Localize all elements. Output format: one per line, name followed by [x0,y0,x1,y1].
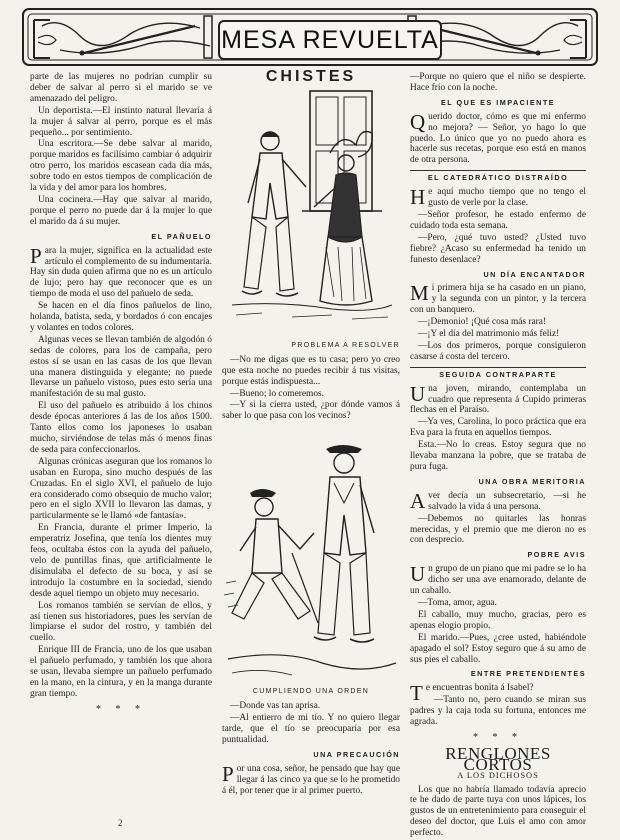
drop-cap: P [30,243,42,268]
paragraph: Los que no habría llamado todavía aprecio te he dado de parte tuya con unos lápices, los gustos de un entretenimiento para conseguir el deseo del doctor, que Luis el amo con amor perfecto. [410,784,586,839]
section-heading: UNA PRECAUCIÓN [313,749,400,759]
paragraph: Algunas crónicas aseguran que los romanos lo usaban en Europa, sino mucho después de las Cruzadas. En el siglo XVI, el pañuelo de lujo era considerado como obsequio de mucho valor; pero en el siglo XVII lo llevaron las damas, y particularmente se le llamó «de fantasía». [30,456,212,522]
drop-cap: M [410,281,429,306]
section-separator: * * * [473,731,523,743]
paragraph: Se hacen en el día finos pañuelos de lino, holanda, batista, seda, y bordados ó con encajes y volantes en todos colores. [30,301,212,333]
section-heading: ENTRE PRETENDIENTES [470,669,586,679]
cartoon-couple-illustration [222,87,400,339]
paragraph: He aquí mucho tiempo que no tengo el gusto de verle por la clase. [410,185,586,210]
section-heading: EL PAÑUELO [151,231,212,241]
paragraph: Aver decía un subsecretario, —si he salvado la vida á una persona. [410,488,586,513]
paragraph: Esta.—No lo creas. Estoy segura que no llevaba manzana la pobre, que se trataba de pura fuga. [410,440,586,472]
section-subtitle: A LOS DICHOSOS [457,770,539,780]
paragraph: El caballo, muy mucho, gracias, pero es apenas elogio propio. [410,609,586,631]
section-separator: * * * [96,703,146,715]
paragraph: Un grupo de un piano que mi padre se lo ha dicho ser una ave enamorado, delante de un caballo. [410,562,586,597]
paragraph: Enrique III de Francia, uno de los que usaban el pañuelo perfumado, y también los que ahora se usan, llevaba siempre un pañuelo perfumado en la mano, en la cintura, y en la manga durante gran tiempo. [30,645,212,699]
paragraph: Querido doctor, cómo es que mi enfermo no mejora? — Señor, yo hago lo que puedo. Lo único que yo no puedo ahora es hacerle sus recetas, porque eso está en manos de otra persona. [410,109,586,166]
paragraph: —Pero, ¿qué tuvo usted? ¿Usted tuvo fiebre? ¿Acaso su enfermedad ha tenido un funesto desenlace? [410,232,586,265]
paragraph: Una escritora.—Se debe salvar al marido, porque maridos es facilísimo cambiar ó adquirir otro perro, los maridos escasean cada día más, sobre todo en estos tiempos de complicación de la vida y del amor para los hombres. [30,139,212,194]
paragraph: El uso del pañuelo es atribuido á los chinos desde épocas anteriores á las de los años 1500. Tanto ellos como los japoneses lo usaban mucho, sirviéndose de telas más ó menos finas de seda para confeccionarlos. [30,401,212,455]
paragraph: El marido.—Pues, ¿cree usted, habiéndole apagado el sol? Estoy seguro que á su amo de sus pies el caballo. [410,632,586,665]
section-heading: EL CATEDRÁTICO DISTRAÍDO [410,170,586,184]
paragraph: Algunas veces se llevan también de algodón ó sedas de colores, para los de campaña, pero estos sí se usan en las casas de los que llevan una manera distinguida y elegante; no puede llevarse un pañuelo vistoso, pues esto sería una manifestación de su mal gusto. [30,334,212,400]
paragraph: —Señor profesor, he estado enfermo de cuidado toda esta semana. [410,209,586,231]
paragraph: —Ya ves, Carolina, lo poco práctica que era Eva para la fruta en aquellos tiempos. [410,417,586,439]
drop-cap: T [410,681,423,706]
section-title-box [218,20,442,60]
paragraph: —No me digas que es tu casa; pero yo creo que esta noche no puedes recibir á tus visitas, porque estás indispuesta... [222,354,400,387]
paragraph: —Tanto no, pero cuando se miran sus padres y la caja toda su fortuna, entonces me agrada. [410,695,586,728]
paragraph: Una joven, mirando, contemplaba un cuadro que representa á Cupido primeras flechas en el Paraíso. [410,381,586,416]
paragraph: —Debemos no quitarles las honras merecidas, y el premio que me dieron no es con desprecio. [410,513,586,546]
paragraph: En Francia, durante el primer Imperio, la emperatriz Josefina, que tenía los dientes muy feos, ocultaba éstos con la ayuda del pañuelo, velo de puntillas finas, que artificialmente le disimulaba el defecto de su boca, y así se introdujo la costumbre en la sociedad, siendo desde aquel tiempo un objeto muy necesario. [30,523,212,599]
illustration-caption: CUMPLIENDO UNA ORDEN [252,688,370,696]
section-heading: EL QUE ES IMPACIENTE [441,97,555,107]
paragraph: —Bueno; lo comeremos. [230,388,324,399]
section-header-banner [20,6,600,68]
paragraph: Los romanos también se servían de ellos, y así tienen sus historiadores, pues les servían de limpiarse el sudor del rostro, y también del cuello. [30,600,212,644]
section-heading: SEGUIDA CONTRAPARTE [410,367,586,381]
paragraph: —Los dos primeros, porque consiguieron casarse á costa del tercero. [410,340,586,362]
paragraph: Para la mujer, significa en la actualidad este artículo el complemento de su indumentaria. Hay sin duda quien afirma que no es un artículo de lujo; pero hay que reconocer que es un tiempo de moda el uso del pañuelo de seda. [30,243,212,300]
paragraph: —¡Y el día del matrimonio más feliz! [418,329,560,340]
drop-cap: Q [410,109,426,134]
section-title: MESA REVUELTA [221,25,439,54]
paragraph: parte de las mujeres no podrían cumplir su deber de salvar al perro si el marido se ve amenazado del peligro. [30,72,212,104]
drop-cap: H [410,185,426,210]
paragraph: —Toma, amor, agua. [418,597,497,608]
paragraph: Mi primera hija se ha casado en un piano, y la segunda con un pintor, y la tercera con un banquero. [410,281,586,316]
drop-cap: P [222,761,234,786]
section-title: RENGLONES CORTOS [445,743,551,774]
paragraph: —Y si la cierra usted, ¿por dónde vamos á saber lo que pasa con los vecinos? [222,400,400,422]
column-left [30,72,212,721]
column-right [410,72,586,840]
section-heading: UN DÍA ENCANTADOR [483,269,586,279]
page-number: 2 [118,818,123,828]
paragraph: Te encuentras bonita á Isabel? [410,681,534,706]
paragraph: —¡Demonio! ¡Qué cosa más rara! [418,317,547,328]
jokes-title: CHISTES [265,68,357,85]
paragraph: —Al entierro de mi tío. Y no quiero llegar tarde, que el tío se preocuparía por esa puntualidad. [222,713,400,745]
paragraph: —Donde vas tan aprisa. [230,701,321,712]
cartoon-running-man-illustration [222,423,400,685]
illustration-caption: PROBLEMA A RESOLVER [291,341,400,349]
paragraph: Una cocinera.—Hay que salvar al marido, porque el perro no puede dar á la mujer lo que el marido da á su mujer. [30,194,212,227]
section-heading: POBRE AVIS [527,550,586,560]
drop-cap: U [410,562,426,587]
drop-cap: A [410,488,426,513]
paragraph: Un deportista.—El instinto natural llevaría á la mujer á salvar al perro, porque es el más pequeño... por sentimiento. [30,105,212,138]
drop-cap: U [410,381,426,406]
column-middle [222,68,400,797]
section-heading: UNA OBRA MERITORIA [478,476,586,486]
paragraph: —Porque no quiero que el niño se despierte. Hace frío con la noche. [410,72,586,93]
paragraph: Por una cosa, señor, he pensado que hay que llegar á las cinco ya que se lo he prometido á él, por tener que ir al primer puerto. [222,761,400,796]
